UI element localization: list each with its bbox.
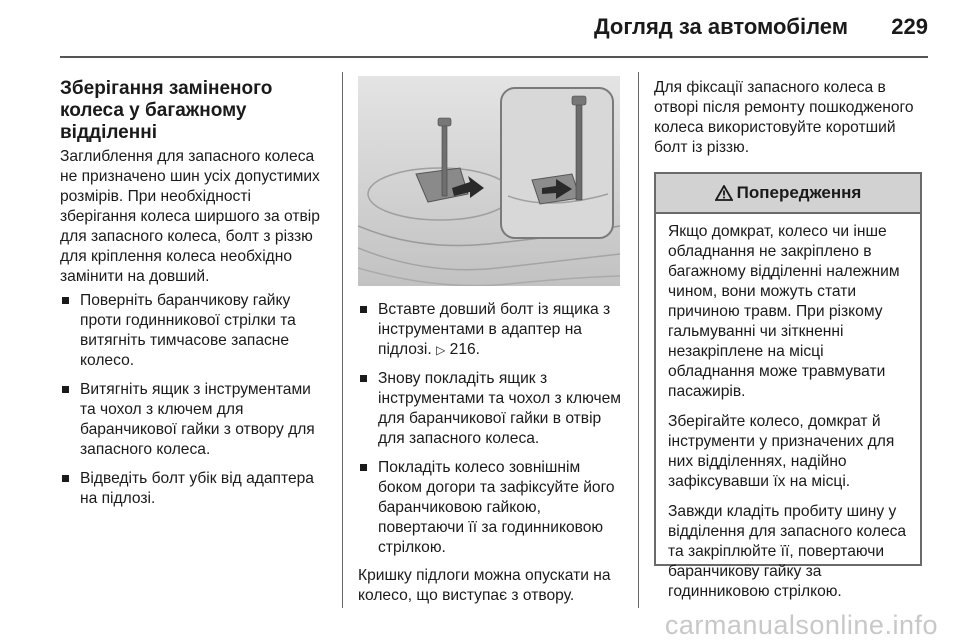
column-divider-2 — [638, 72, 639, 608]
warning-title: Попередження — [736, 183, 862, 202]
warning-header — [656, 174, 920, 214]
warning-paragraph: Завжди кладіть пробиту шину у відділення для запасного колеса та закріплюйте її, повертаючи баранчикову гайку за годинниковою стрілкою. — [668, 503, 907, 600]
instruction-list — [358, 300, 624, 558]
list-item: Знову покладіть ящик з інструментами та чохол з ключем для баранчикової гайки в отвір для запасного колеса. — [358, 369, 624, 449]
list-item: Відведіть болт убік від адаптера на підлозі. — [60, 469, 326, 509]
warning-paragraph: Зберігайте колесо, домкрат й інструменти у призначених для них відділеннях, надійно зафіксувавши їх на місці. — [668, 413, 895, 490]
section-title: Зберігання заміненого колеса у багажному відділенні — [60, 78, 273, 143]
instruction-list — [60, 291, 326, 509]
page-number: 229 — [891, 14, 928, 39]
intro-paragraph: Заглиблення для запасного колеса не призначено шин усіх допустимих розмірів. При необхідності зберігання колеса ширшого за отвір для запасного колеса, болт з різзю для кріплення колеса необхідно замінити на довший. — [60, 148, 320, 285]
column-divider-1 — [342, 72, 343, 608]
list-item: Покладіть колесо зовнішнім боком догори та зафіксуйте його баранчиковою гайкою, повертаючи її за годинниковою стрілкою. — [358, 458, 624, 558]
warning-paragraph: Якщо домкрат, колесо чи інше обладнання не закріплено в багажному відділенні належним чином, вони можуть стати причиною травм. При різкому гальмуванні чи зіткненні незакріплене на місці обладнання може травмувати пасажирів. — [668, 223, 900, 400]
page-reference-icon: ▷ — [436, 343, 446, 357]
list-item — [358, 300, 624, 360]
spare-wheel-bolt-illustration — [358, 76, 620, 286]
list-item: Поверніть баранчикову гайку проти годинникової стрілки та витягніть тимчасове запасне колесо. — [60, 291, 326, 371]
left-column — [60, 78, 326, 518]
middle-column — [358, 296, 624, 606]
closing-paragraph: Кришку підлоги можна опускати на колесо, що виступає з отвору. — [358, 567, 611, 604]
warning-triangle-icon — [715, 185, 733, 201]
header-divider — [60, 56, 928, 58]
warning-box — [654, 172, 922, 600]
watermark: carmanualsonline.info — [664, 610, 938, 640]
intro-paragraph: Для фіксації запасного колеса в отворі після ремонту пошкодженого колеса використовуйте коротший болт із різзю. — [654, 79, 914, 156]
list-item: Витягніть ящик з інструментами та чохол з ключем для баранчикової гайки з отвору для запасного колеса. — [60, 380, 326, 460]
list-item-text: Вставте довший болт із ящика з інструментами в адаптер на підлозі. — [378, 301, 611, 358]
page-reference-link[interactable]: 216. — [449, 341, 481, 358]
warning-body — [656, 214, 920, 602]
right-column — [654, 78, 928, 158]
page-header-title: Догляд за автомобілем — [593, 14, 848, 39]
